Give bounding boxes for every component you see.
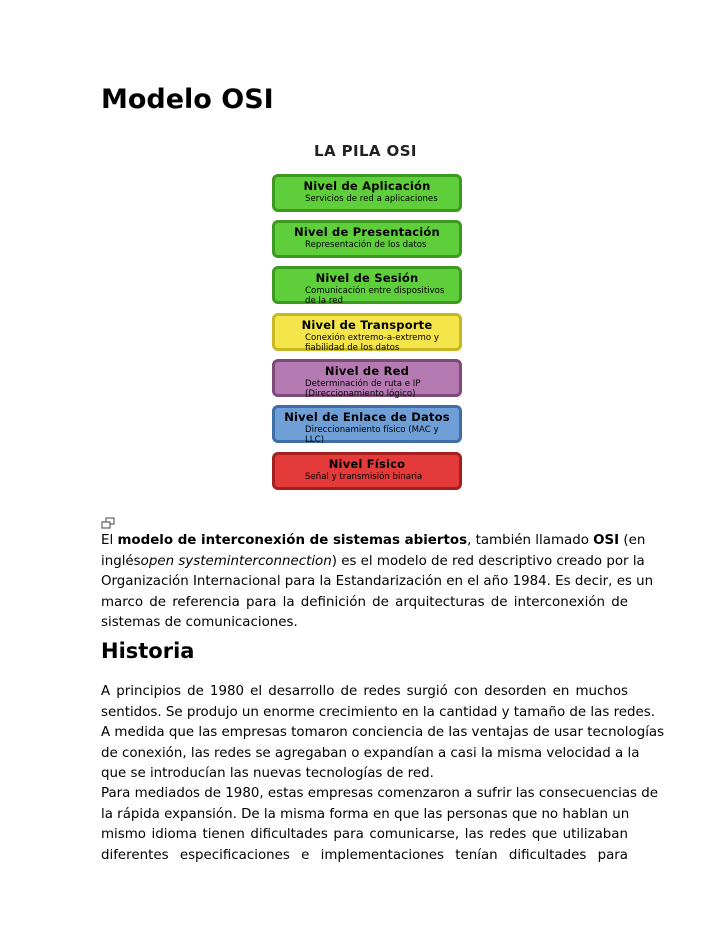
layer-name: Nivel de Sesión	[315, 271, 419, 285]
paragraph-line: mismo idioma tienen dificultades para comunicarse, las redes que utilizaban	[101, 827, 628, 843]
osi-layer-4	[272, 313, 462, 351]
layer-description: Servicios de red a aplicaciones	[305, 194, 438, 204]
layer-name: Nivel de Red	[324, 364, 410, 378]
osi-layer-5	[272, 359, 462, 397]
layer-name: Nivel de Aplicación	[303, 179, 431, 193]
layer-name: Nivel Físico	[328, 457, 406, 471]
layer-description: Representación de los datos	[305, 240, 427, 250]
layer-name: Nivel de Enlace de Datos	[284, 410, 450, 424]
paragraph-line: A principios de 1980 el desarrollo de redes surgió con desorden en muchos	[101, 684, 628, 699]
intro-line: Organización Internacional para la Estandarización en el año 1984. Es decir, es un	[101, 574, 654, 590]
layer-description: Direccionamiento físico (MAC y LLC)	[305, 425, 439, 445]
paragraph-line: diferentes especificaciones e implementaciones tenían dificultades para	[101, 847, 628, 863]
intro-line: sistemas de comunicaciones.	[101, 615, 298, 631]
intro-text: ) es el modelo de red descriptivo creado por la	[331, 553, 645, 569]
osi-layer-3	[272, 266, 462, 304]
osi-layer-7	[272, 452, 462, 490]
paragraph-line: Para mediados de 1980, estas empresas comenzaron a sufrir las consecuencias de	[101, 786, 658, 801]
layer-name: Nivel de Presentación	[294, 225, 440, 239]
intro-english-term: open systeminterconnection	[140, 553, 332, 569]
layer-description: Señal y transmisión binaria	[305, 472, 423, 482]
intro-term-bold: modelo de interconexión de sistemas abiertos	[117, 533, 468, 548]
layer-description: Determinación de ruta e IP (Direccionamiento lógico)	[305, 379, 421, 399]
intro-line: marco de referencia para la definición de arquitecturas de interconexión de	[101, 594, 628, 610]
osi-stack-figure	[262, 138, 477, 498]
paragraph-line: A medida que las empresas tomaron conciencia de las ventajas de usar tecnologías	[101, 725, 665, 741]
layer-description: Comunicación entre dispositivos de la red	[305, 286, 445, 306]
intro-acronym-bold: OSI	[593, 533, 620, 548]
intro-paragraph	[101, 531, 654, 634]
figure-heading: LA PILA OSI	[314, 142, 417, 160]
intro-text: (en	[619, 533, 646, 548]
paragraph-line: que se introducían las nuevas tecnologías de red.	[101, 766, 434, 782]
historia-paragraph-1	[101, 682, 665, 785]
paragraph-line: sentidos. Se produjo un enorme crecimiento en la cantidad y tamaño de las redes.	[101, 704, 655, 720]
osi-layer-1	[272, 174, 462, 212]
osi-layer-6	[272, 405, 462, 443]
intro-text: El	[101, 533, 118, 548]
layer-name: Nivel de Transporte	[301, 318, 433, 332]
osi-layer-2	[272, 220, 462, 258]
paragraph-line: la rápida expansión. De la misma forma en que las personas que no hablan un	[101, 806, 630, 822]
paragraph-line: de conexión, las redes se agregaban o expandían a casi la misma velocidad a la	[101, 745, 640, 761]
section-heading-historia: Historia	[101, 639, 195, 663]
image-placeholder-icon	[101, 517, 115, 529]
intro-text: , también llamado	[467, 533, 594, 548]
page-title: Modelo OSI	[101, 84, 274, 115]
intro-text: inglés	[101, 553, 141, 569]
layer-description: Conexión extremo-a-extremo y fiabilidad de los datos	[305, 333, 439, 353]
historia-paragraph-2	[101, 784, 658, 866]
